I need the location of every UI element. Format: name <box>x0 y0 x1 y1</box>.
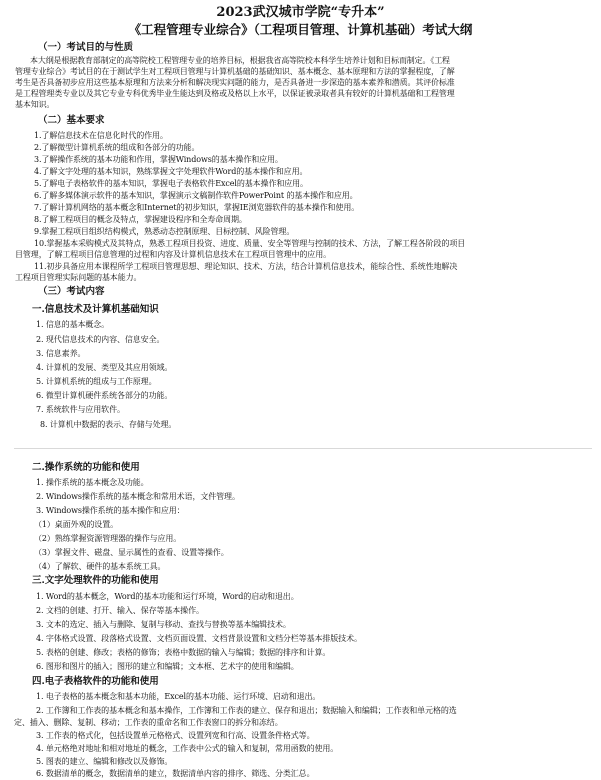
list-item: 2. 文档的创建、打开、输入、保存等基本操作。 <box>36 606 204 615</box>
list-item: （1）桌面外观的设置。 <box>34 520 118 529</box>
document-subtitle: 《工程管理专业综合》（工程项目管理、计算机基础）考试大纲 <box>128 22 473 37</box>
list-item: 1. Word的基本概念，Word的基本功能和运行环境，Word的启动和退出。 <box>36 592 299 601</box>
list-item: 4. 单元格绝对地址和相对地址的概念，工作表中公式的输入和复制，常用函数的使用。 <box>36 744 339 753</box>
list-item: 6. 图形和图片的插入；图形的建立和编辑；文本框、艺术字的使用和编辑。 <box>36 662 299 671</box>
list-item: 11.初步具备应用本课程所学工程项目管理思想、理论知识、技术、方法，结合计算机信息技术，能综合性、系统性地解决 <box>34 262 458 271</box>
list-item: 4. 计算机的发展、类型及其应用领域。 <box>36 363 173 372</box>
list-item: 6. 数据清单的概念，数据清单的建立，数据清单内容的排序、筛选、分类汇总。 <box>36 769 315 778</box>
section-heading-purpose: （一）考试目的与性质 <box>38 42 134 53</box>
section-heading-requirements: （二）基本要求 <box>38 115 105 126</box>
list-item: 10.掌握基本采购模式及其特点，熟悉工程项目投资、进度、质量、安全等管理与控制的技术、方法，了解工程各阶段的项目 <box>34 239 466 248</box>
list-item: 3. 信息素养。 <box>36 349 86 358</box>
section-heading-content: （三）考试内容 <box>38 286 105 297</box>
document-title: 2023武汉城市学院“专升本” <box>216 5 385 20</box>
list-item: （2）熟练掌握资源管理器的操作与应用。 <box>34 534 182 543</box>
part-heading-it-basics: 一.信息技术及计算机基础知识 <box>32 304 159 315</box>
divider <box>14 448 592 449</box>
list-item: 3. 文本的选定、插入与删除、复制与移动、查找与替换等基本编辑技术。 <box>36 620 291 629</box>
list-item: 目管理，了解工程项目信息管理的过程和内容及计算机信息技术在工程项目管理中的应用。 <box>15 250 331 259</box>
list-item: 定、插入、删除、复制、移动；工作表的重命名和工作表窗口的拆分和冻结。 <box>14 718 283 727</box>
paragraph-line: 本大纲是根据教育部制定的高等院校工程管理专业的培养目标，根据我省高等院校本科学生培养计划和目标而制定。《工程 <box>30 56 450 65</box>
list-item: （3）掌握文件、磁盘、显示属性的查看、设置等操作。 <box>34 548 229 557</box>
list-item: 3.了解操作系统的基本功能和作用，掌握Windows的基本操作和应用。 <box>34 155 283 164</box>
list-item: 5. 图表的建立、编辑和修改以及修饰。 <box>36 757 173 766</box>
part-heading-spreadsheet: 四.电子表格软件的功能和使用 <box>32 676 159 687</box>
list-item: 4. 字体格式设置、段落格式设置、文档页面设置、文档背景设置和文档分栏等基本排版技术。 <box>36 634 362 643</box>
list-item: 3. Windows操作系统的基本操作和应用： <box>36 506 185 515</box>
paragraph-line: 是工程管理类专业以及其它专业专科优秀毕业生能达到及格或及格以上水平，以保证被录取者具有较好的计算机基础和工程管理 <box>15 89 455 98</box>
part-heading-word-processing: 三.文字处理软件的功能和使用 <box>32 575 159 586</box>
paragraph-line: 基本知识。 <box>15 100 55 109</box>
list-item: 2. 现代信息技术的内容、信息安全。 <box>36 335 165 344</box>
list-item: 7.了解计算机网络的基本概念和Internet的初步知识，掌握IE浏览器软件的基本操作和使用。 <box>34 203 360 212</box>
list-item: 9.掌握工程项目组织结构模式，熟悉动态控制原理、目标控制、风险管理。 <box>34 227 295 236</box>
paragraph-line: 管理专业综合》考试目的在于测试学生对工程项目管理与计算机基础的基础知识、基本概念、基本原理和方法的掌握程度，了解 <box>15 67 455 76</box>
list-item: 5. 计算机系统的组成与工作原理。 <box>36 377 157 386</box>
list-item: 8.了解工程项目的概念及特点，掌握建设程序和全寿命周期。 <box>34 215 247 224</box>
list-item: 1. 操作系统的基本概念及功能。 <box>36 478 149 487</box>
list-item: （4）了解软、硬件的基本系统工具。 <box>34 562 166 571</box>
list-item: 1. 信息的基本概念。 <box>36 320 110 329</box>
paragraph-line: 考生是否具备初步应用这些基本原理和方法来分析和解决现实问题的能力，是否具备进一步深造的基本素养和潜质。其评价标准 <box>15 78 455 87</box>
list-item: 3. 工作表的格式化，包括设置单元格格式、设置列宽和行高、设置条件格式等。 <box>36 731 315 740</box>
list-item: 工程项目管理实际问题的基本能力。 <box>15 273 142 282</box>
list-item: 1.了解信息技术在信息化时代的作用。 <box>34 131 168 140</box>
part-heading-os: 二.操作系统的功能和使用 <box>32 462 140 473</box>
list-item: 2. Windows操作系统的基本概念和常用术语，文件管理。 <box>36 492 240 501</box>
list-item: 6. 微型计算机硬件系统各部分的功能。 <box>36 391 173 400</box>
list-item: 2. 工作簿和工作表的基本概念和基本操作，工作簿和工作表的建立、保存和退出；数据输入和编辑；工作表和单元格的选 <box>36 706 457 715</box>
list-item: 2.了解微型计算机系统的组成和各部分的功能。 <box>34 143 200 152</box>
list-item: 4.了解文字处理的基本知识，熟练掌握文字处理软件Word的基本操作和应用。 <box>34 167 308 176</box>
list-item: 7. 系统软件与应用软件。 <box>36 405 125 414</box>
list-item: 8. 计算机中数据的表示、存储与处理。 <box>40 420 177 429</box>
list-item: 6.了解多媒体演示软件的基本知识，掌握演示文稿制作软件PowerPoint 的基本操作和应用。 <box>34 191 358 200</box>
list-item: 5.了解电子表格软件的基本知识，掌握电子表格软件Excel的基本操作和应用。 <box>34 179 308 188</box>
list-item: 5. 表格的创建、修改；表格的修饰；表格中数据的输入与编辑；数据的排序和计算。 <box>36 648 331 657</box>
list-item: 1. 电子表格的基本概念和基本功能，Excel的基本功能、运行环境、启动和退出。 <box>36 692 321 701</box>
